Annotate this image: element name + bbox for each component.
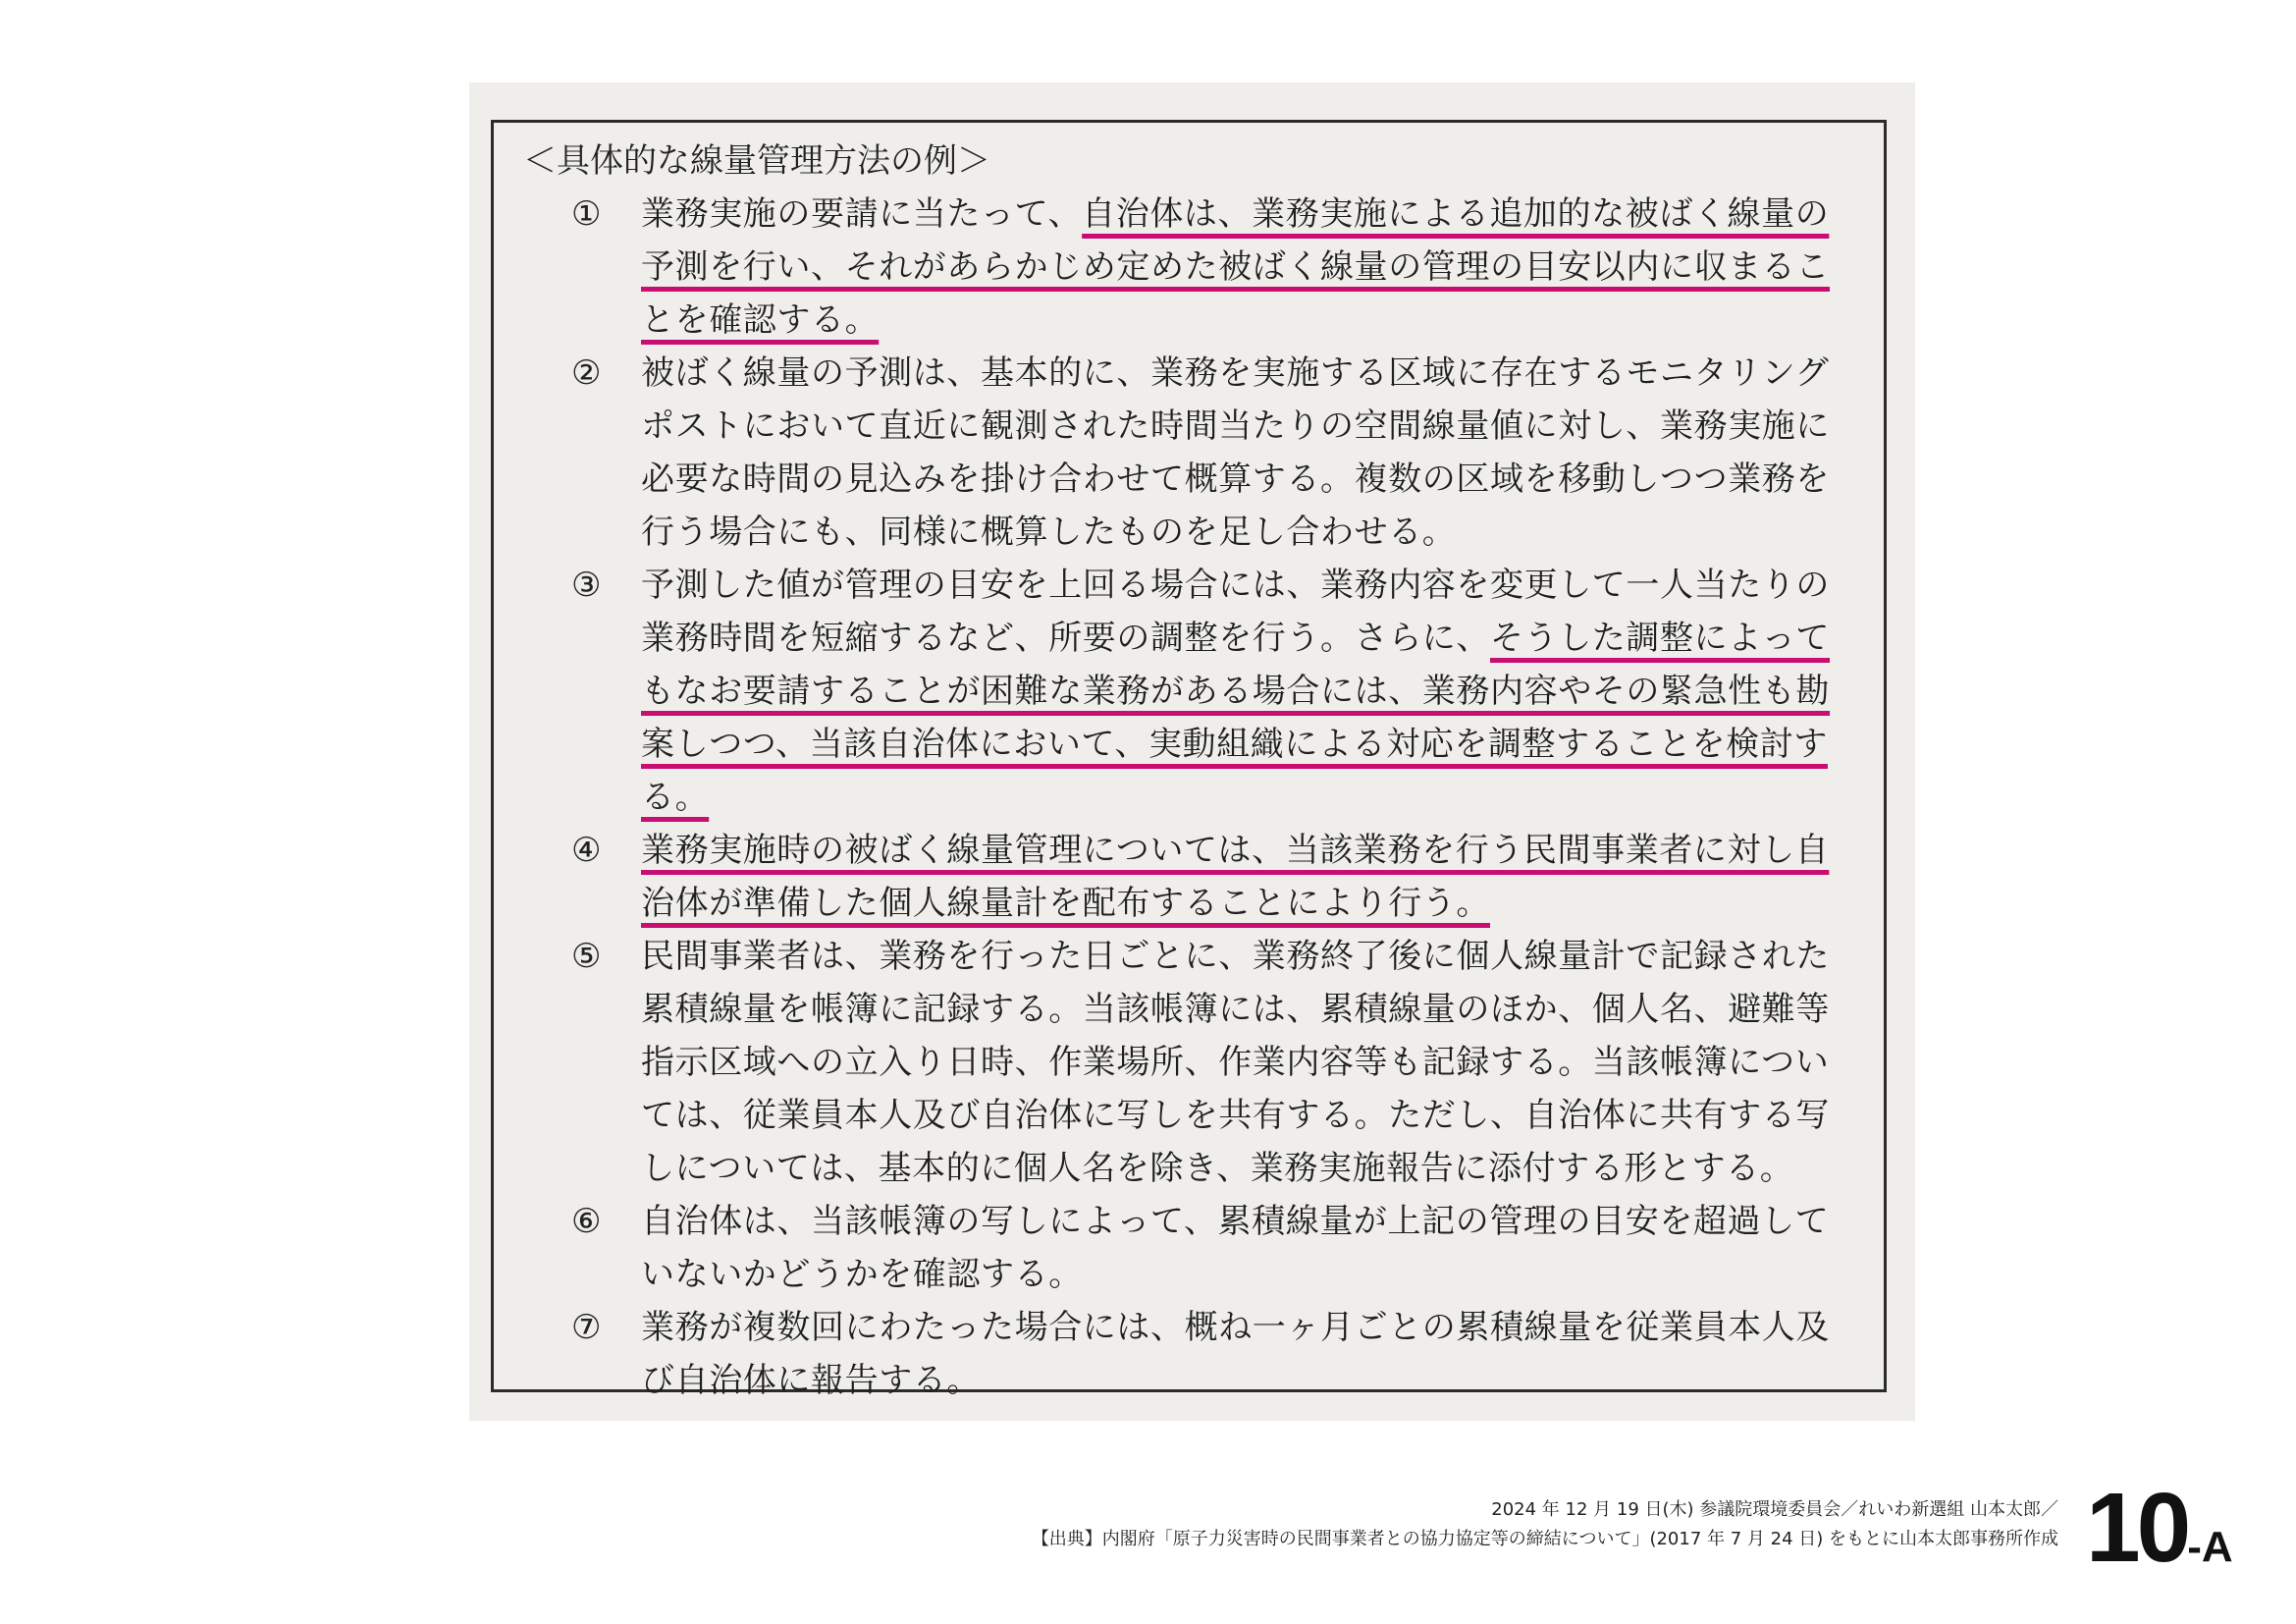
item-text: 自治体は、当該帳簿の写しによって、累積線量が上記の管理の目安を超過して (641, 1202, 1830, 1241)
footer-date-line: 2024 年 12 月 19 日(木) 参議院環境委員会／れいわ新選組 山本太郎／ (1491, 1499, 2058, 1520)
highlighted-text: る。 (641, 778, 710, 817)
highlighted-text: 業務実施時の被ばく線量管理については、当該業務を行う民間事業者に対し自 (641, 831, 1830, 870)
item-text: 民間事業者は、業務を行った日ごとに、業務終了後に個人線量計で記録された (641, 937, 1830, 976)
highlighted-text: そうした調整によって (1490, 619, 1830, 658)
list-item (494, 347, 1884, 559)
item-line (641, 612, 1884, 665)
item-line (641, 1301, 1884, 1354)
item-line (641, 665, 1884, 718)
item-text: び自治体に報告する。 (641, 1361, 981, 1400)
item-number: ⑥ (571, 1202, 602, 1241)
item-line (641, 559, 1884, 612)
item-text: 行う場合にも、同様に概算したものを足し合わせる。 (641, 513, 1457, 552)
list-item (494, 824, 1884, 930)
item-line (641, 1248, 1884, 1301)
content-box (491, 120, 1887, 1400)
footer-source-line: 【出典】内閣府「原子力災害時の民間事業者との協力協定等の締結について」(2017 年 7 月 24 日) をもとに山本太郎事務所作成 (1031, 1529, 2058, 1549)
item-line (641, 877, 1884, 930)
item-text: 被ばく線量の予測は、基本的に、業務を実施する区域に存在するモニタリング (641, 353, 1830, 393)
item-text: いないかどうかを確認する。 (641, 1255, 1083, 1294)
item-text: ポストにおいて直近に観測された時間当たりの空間線量値に対し、業務実施に (641, 406, 1830, 446)
item-text: 予測した値が管理の目安を上回る場合には、業務内容を変更して一人当たりの (641, 566, 1830, 605)
item-text: 累積線量を帳簿に記録する。当該帳簿には、累積線量のほか、個人名、避難等 (641, 990, 1830, 1029)
item-number: ⑤ (571, 937, 602, 976)
item-line (641, 1195, 1884, 1248)
item-line (641, 1089, 1884, 1142)
item-text: 指示区域への立入り日時、作業場所、作業内容等も記録する。当該帳簿につい (641, 1043, 1830, 1082)
highlighted-text: 治体が準備した個人線量計を配布することにより行う。 (641, 884, 1490, 923)
list-item (494, 930, 1884, 1195)
document-panel (469, 82, 1915, 1421)
item-text: 必要な時間の見込みを掛け合わせて概算する。複数の区域を移動しつつ業務を (641, 460, 1830, 499)
item-text: 業務時間を短縮するなど、所要の調整を行う。さらに、 (641, 619, 1490, 658)
item-number: ⑦ (571, 1308, 602, 1347)
list-item (494, 188, 1884, 347)
item-line (641, 1142, 1884, 1195)
list-item (494, 1301, 1884, 1407)
item-line (641, 506, 1884, 559)
item-text: 業務が複数回にわたった場合には、概ね一ヶ月ごとの累積線量を従業員本人及 (641, 1308, 1830, 1347)
item-number: ③ (571, 566, 602, 605)
item-line (641, 453, 1884, 506)
item-line (641, 347, 1884, 400)
highlighted-text: もなお要請することが困難な業務がある場合には、業務内容やその緊急性も勘 (641, 672, 1830, 711)
item-line (641, 294, 1884, 347)
item-number: ② (571, 353, 602, 393)
item-line (641, 824, 1884, 877)
item-line (641, 1354, 1884, 1407)
item-text: ては、従業員本人及び自治体に写しを共有する。ただし、自治体に共有する写 (641, 1096, 1830, 1135)
item-text: 業務実施の要請に当たって、 (641, 194, 1083, 234)
item-line (641, 771, 1884, 824)
item-line (641, 983, 1884, 1036)
highlighted-text: とを確認する。 (641, 300, 880, 340)
box-title: ＜具体的な線量管理方法の例＞ (523, 141, 990, 181)
item-line (641, 400, 1884, 453)
page-number (2086, 1473, 2233, 1583)
highlighted-text: 案しつつ、当該自治体において、実動組織による対応を調整することを検討す (641, 725, 1828, 764)
list-item (494, 1195, 1884, 1301)
page-number-suffix: -A (2187, 1523, 2233, 1571)
item-list (494, 188, 1884, 1407)
highlighted-text: 自治体は、業務実施による追加的な被ばく線量の (1082, 194, 1830, 234)
highlighted-text: 予測を行い、それがあらかじめ定めた被ばく線量の管理の目安以内に収まるこ (641, 247, 1830, 287)
page-number-main: 10 (2086, 1473, 2188, 1583)
footer (1032, 1495, 2058, 1554)
item-number: ① (571, 194, 602, 234)
item-line (641, 930, 1884, 983)
item-line (641, 718, 1884, 771)
item-line (641, 241, 1884, 294)
item-number: ④ (571, 831, 602, 870)
item-line (641, 1036, 1884, 1089)
item-line (641, 188, 1884, 241)
list-item (494, 559, 1884, 824)
item-text: しについては、基本的に個人名を除き、業務実施報告に添付する形とする。 (641, 1149, 1794, 1188)
